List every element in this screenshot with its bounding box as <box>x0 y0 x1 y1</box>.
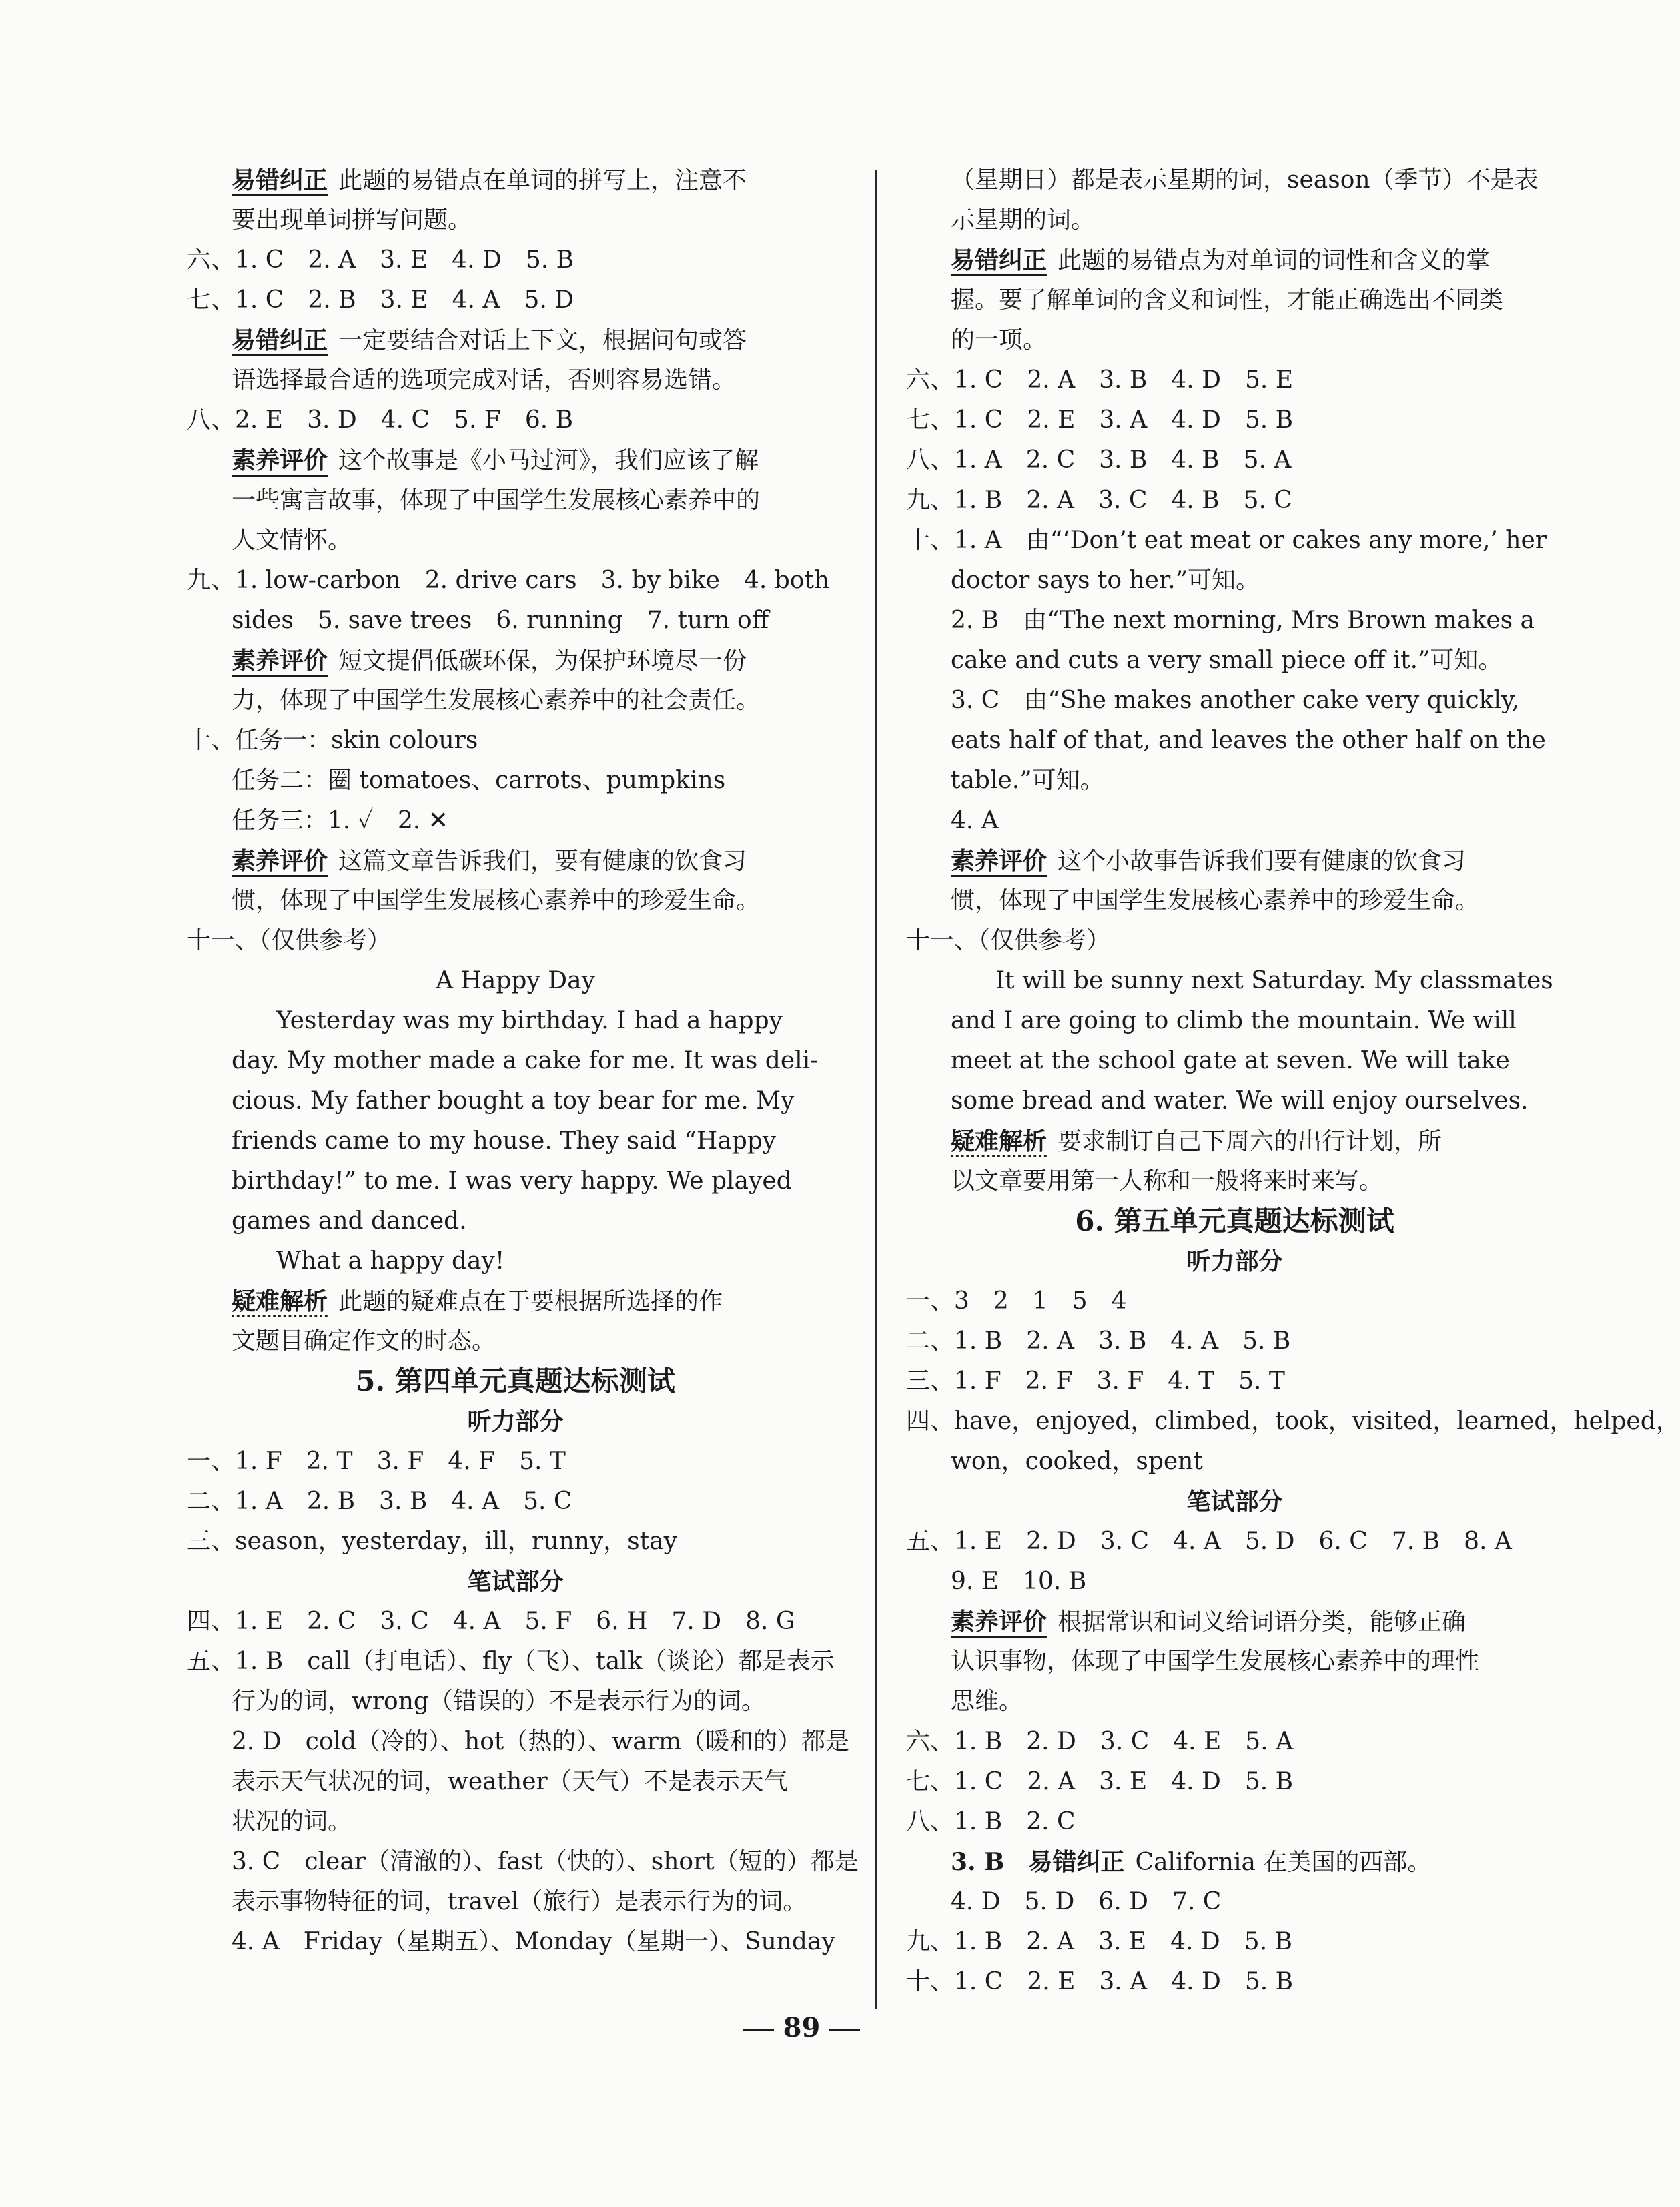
text-line <box>187 1722 849 1762</box>
text-line <box>906 1802 1563 1842</box>
text-line <box>187 1482 844 1522</box>
line-text: Yesterday was my birthday. I had a happy <box>276 1007 783 1034</box>
line-text: 此题的易错点在单词的拼写上，注意不 <box>338 167 747 194</box>
text-line <box>906 440 1563 481</box>
column-divider <box>875 170 877 2009</box>
line-text: 状况的词。 <box>232 1808 352 1835</box>
line-text: 任务三：1. ✓ 2. ✕ <box>232 807 448 834</box>
text-line <box>906 1962 1563 2002</box>
line-text: 七、1. C 2. E 3. A 4. D 5. B <box>906 406 1294 434</box>
text-line <box>187 360 844 400</box>
text-line <box>906 481 1563 521</box>
line-text: 笔试部分 <box>467 1568 564 1596</box>
text-line <box>187 240 844 280</box>
line-text: cake and cuts a very small piece off it.”可知。 <box>951 647 1503 674</box>
line-text: 2. D cold（冷的）、hot（热的）、warm（暖和的）都是 <box>232 1728 849 1755</box>
text-line <box>187 561 844 601</box>
text-line <box>187 1802 844 1842</box>
text-line <box>906 240 1563 280</box>
text-line <box>187 761 844 801</box>
line-text: 十一、（仅供参考） <box>187 927 392 954</box>
right-column <box>906 160 1680 2002</box>
text-line <box>187 1041 844 1081</box>
line-text: 七、1. C 2. A 3. E 4. D 5. B <box>906 1768 1294 1795</box>
text-line <box>906 881 1563 921</box>
text-line <box>187 1442 844 1482</box>
line-text: It will be sunny next Saturday. My classmates <box>995 967 1553 994</box>
text-line <box>187 521 844 561</box>
line-text: 三、1. F 2. F 3. F 4. T 5. T <box>906 1367 1285 1395</box>
line-text: 这篇文章告诉我们，要有健康的饮食习 <box>338 848 747 875</box>
line-text: 语选择最合适的选项完成对话，否则容易选错。 <box>232 366 737 394</box>
text-line <box>906 921 1563 961</box>
line-text: 思维。 <box>951 1688 1023 1715</box>
line-text: 4. D 5. D 6. D 7. C <box>951 1888 1222 1915</box>
text-line <box>187 1201 844 1241</box>
line-text: 五、1. E 2. D 3. C 4. A 5. D 6. C 7. B 8. A <box>906 1528 1512 1555</box>
text-line <box>187 921 844 961</box>
note-tag: 易错纠正 <box>232 326 328 356</box>
line-text: 三、season，yesterday，ill，runny，stay <box>187 1528 677 1555</box>
line-text: 惯，体现了中国学生发展核心素养中的珍爱生命。 <box>232 887 761 914</box>
text-line <box>906 521 1563 561</box>
note-tag: 疑难解析 <box>232 1287 328 1315</box>
line-text: 4. A <box>951 807 999 834</box>
line-text: 根据常识和词义给词语分类，能够正确 <box>1058 1608 1466 1636</box>
line-text: 十一、（仅供参考） <box>906 927 1111 954</box>
text-line <box>906 1001 1563 1041</box>
line-text: 九、1. B 2. A 3. C 4. B 5. C <box>906 487 1292 514</box>
text-line <box>187 681 844 721</box>
line-text: 力，体现了中国学生发展核心素养中的社会责任。 <box>232 687 761 714</box>
text-line <box>187 1602 844 1642</box>
note-tag: 素养评价 <box>951 1608 1047 1638</box>
text-line <box>187 721 844 761</box>
text-line <box>906 641 1563 681</box>
text-line <box>906 681 1563 721</box>
text-line <box>906 1682 1563 1722</box>
line-text: 一、3 2 1 5 4 <box>906 1287 1127 1315</box>
text-line <box>187 1121 844 1161</box>
line-text: 六、1. C 2. A 3. E 4. D 5. B <box>187 246 574 274</box>
line-text: 一些寓言故事，体现了中国学生发展核心素养中的 <box>232 487 761 514</box>
line-text: 表示事物特征的词，travel（旅行）是表示行为的词。 <box>232 1888 807 1915</box>
text-line <box>906 761 1563 801</box>
line-text: 五、1. B call（打电话）、fly（飞）、talk（谈论）都是表示 <box>187 1648 835 1675</box>
line-text: 笔试部分 <box>1186 1488 1283 1516</box>
line-text: 人文情怀。 <box>232 527 352 554</box>
text-line <box>906 1081 1563 1121</box>
note-tag: 3. B 易错纠正 <box>951 1848 1125 1876</box>
line-text: eats half of that, and leaves the other half on the <box>951 727 1546 754</box>
text-line <box>906 1041 1563 1081</box>
note-tag: 素养评价 <box>232 446 328 477</box>
line-text: 十、1. C 2. E 3. A 4. D 5. B <box>906 1968 1294 1995</box>
text-line <box>906 1722 1563 1762</box>
line-text: 4. A Friday（星期五）、Monday（星期一）、Sunday <box>232 1928 835 1955</box>
text-line <box>906 360 1563 400</box>
line-text: 六、1. C 2. A 3. B 4. D 5. E <box>906 366 1294 394</box>
page-number-value: 89 <box>783 2012 821 2043</box>
line-text: some bread and water. We will enjoy ourselves. <box>951 1087 1529 1115</box>
line-text: 这个小故事告诉我们要有健康的饮食习 <box>1058 848 1466 875</box>
text-line <box>906 280 1563 320</box>
line-text: 以文章要用第一人称和一般将来时来写。 <box>951 1167 1384 1195</box>
text-line <box>906 320 1563 360</box>
line-text: 的一项。 <box>951 326 1047 354</box>
line-text: 2. B 由“The next morning, Mrs Brown makes a <box>951 607 1535 634</box>
text-line <box>906 160 1563 200</box>
line-text: cious. My father bought a toy bear for me. My <box>232 1087 795 1115</box>
text-line <box>906 841 1563 881</box>
line-text: 八、2. E 3. D 4. C 5. F 6. B <box>187 406 574 434</box>
text-line <box>187 481 844 521</box>
note-tag: 素养评价 <box>232 847 328 877</box>
text-line <box>187 440 844 481</box>
line-text: 要出现单词拼写问题。 <box>232 206 472 234</box>
line-text: 一、1. F 2. T 3. F 4. F 5. T <box>187 1448 566 1475</box>
line-text: birthday!” to me. I was very happy. We played <box>232 1167 792 1195</box>
line-text: What a happy day! <box>276 1247 505 1275</box>
section-subheading <box>906 1241 1563 1281</box>
text-line <box>906 1442 1563 1482</box>
text-line <box>187 1281 844 1321</box>
line-text: 听力部分 <box>1186 1247 1283 1275</box>
line-text: 八、1. A 2. C 3. B 4. B 5. A <box>906 446 1292 474</box>
text-line <box>906 1361 1563 1401</box>
left-column <box>187 160 859 1962</box>
section-heading <box>187 1361 844 1401</box>
line-text: 表示天气状况的词，weather（天气）不是表示天气 <box>232 1768 788 1795</box>
section-subheading <box>906 1482 1563 1522</box>
line-text: sides 5. save trees 6. running 7. turn off <box>232 607 769 634</box>
text-line <box>906 801 1563 841</box>
text-line <box>187 601 844 641</box>
note-tag: 疑难解析 <box>951 1127 1047 1155</box>
line-text: 此题的疑难点在于要根据所选择的作 <box>338 1288 723 1315</box>
line-text: day. My mother made a cake for me. It was deli- <box>232 1047 819 1074</box>
line-text: 示星期的词。 <box>951 206 1096 234</box>
line-text: 9. E 10. B <box>951 1568 1087 1595</box>
text-line <box>906 561 1563 601</box>
line-text: 听力部分 <box>467 1407 564 1436</box>
text-line <box>906 1922 1563 1962</box>
text-line <box>906 200 1563 240</box>
text-line <box>906 1401 1680 1442</box>
text-line <box>906 1882 1563 1922</box>
text-line <box>187 961 844 1001</box>
text-line <box>906 1602 1563 1642</box>
page-number <box>0 2012 1603 2043</box>
text-line <box>187 1882 844 1922</box>
line-text: 十、1. A 由“‘Don’t eat meat or cakes any more,’ her <box>906 527 1547 554</box>
text-line <box>187 1682 844 1722</box>
line-text: 握。要了解单词的含义和词性，才能正确选出不同类 <box>951 286 1504 314</box>
line-text: 二、1. A 2. B 3. B 4. A 5. C <box>187 1488 572 1515</box>
line-text: 3. C clear（清澈的）、fast（快的）、short（短的）都是 <box>232 1848 859 1875</box>
line-text: 九、1. low-carbon 2. drive cars 3. by bike 4. both <box>187 567 830 594</box>
text-line <box>187 1001 844 1041</box>
line-text: and I are going to climb the mountain. We will <box>951 1007 1517 1034</box>
line-text: 四、have，enjoyed，climbed，took，visited，learned，helped， <box>906 1407 1680 1435</box>
note-tag: 素养评价 <box>232 647 328 677</box>
line-text: A Happy Day <box>436 967 595 994</box>
line-text: 惯，体现了中国学生发展核心素养中的珍爱生命。 <box>951 887 1480 914</box>
text-line <box>906 961 1563 1001</box>
line-text: 七、1. C 2. B 3. E 4. A 5. D <box>187 286 574 314</box>
text-line <box>187 1842 859 1882</box>
line-text: games and danced. <box>232 1207 467 1235</box>
line-text: 八、1. B 2. C <box>906 1808 1076 1835</box>
page-number-dash-right <box>829 2029 860 2031</box>
note-tag: 素养评价 <box>951 847 1047 877</box>
line-text: doctor says to her.”可知。 <box>951 567 1260 594</box>
text-line <box>187 320 844 360</box>
line-text: table.”可知。 <box>951 767 1104 794</box>
text-line <box>187 641 844 681</box>
line-text: 行为的词，wrong（错误的）不是表示行为的词。 <box>232 1688 765 1715</box>
line-text: 6. 第五单元真题达标测试 <box>1075 1205 1394 1237</box>
text-line <box>187 200 844 240</box>
line-text: 九、1. B 2. A 3. E 4. D 5. B <box>906 1928 1293 1955</box>
line-text: 十、任务一：skin colours <box>187 727 478 754</box>
line-text: 认识事物，体现了中国学生发展核心素养中的理性 <box>951 1648 1480 1675</box>
text-line <box>187 1161 844 1201</box>
page-number-dash-left <box>743 2029 774 2031</box>
line-text: 四、1. E 2. C 3. C 4. A 5. F 6. H 7. D 8. G <box>187 1608 795 1635</box>
line-text: 这个故事是《小马过河》，我们应该了解 <box>338 447 759 475</box>
text-line <box>906 1562 1563 1602</box>
section-subheading <box>187 1562 844 1602</box>
text-line <box>187 1241 844 1281</box>
text-line <box>906 1161 1563 1201</box>
line-text: California 在美国的西部。 <box>1135 1849 1432 1876</box>
text-line <box>906 1281 1563 1321</box>
text-line <box>906 1321 1563 1361</box>
text-line <box>187 160 844 200</box>
line-text: （星期日）都是表示星期的词，season（季节）不是表 <box>951 166 1539 194</box>
line-text: 5. 第四单元真题达标测试 <box>356 1365 675 1397</box>
text-line <box>187 1321 844 1361</box>
line-text: 此题的易错点为对单词的词性和含义的掌 <box>1058 247 1491 274</box>
note-tag: 易错纠正 <box>951 246 1047 276</box>
line-text: 六、1. B 2. D 3. C 4. E 5. A <box>906 1728 1294 1755</box>
line-text: 要求制订自己下周六的出行计划，所 <box>1058 1128 1442 1155</box>
text-line <box>187 841 844 881</box>
text-line <box>906 601 1563 641</box>
line-text: friends came to my house. They said “Happy <box>232 1127 777 1155</box>
text-line <box>187 1922 844 1962</box>
line-text: 3. C 由“She makes another cake very quickly, <box>951 687 1519 714</box>
text-line <box>187 881 844 921</box>
text-line <box>906 1522 1563 1562</box>
line-text: 任务二：圈 tomatoes、carrots、pumpkins <box>232 767 726 794</box>
text-line <box>187 801 844 841</box>
section-subheading <box>187 1401 844 1442</box>
text-line <box>906 1642 1563 1682</box>
line-text: 一定要结合对话上下文，根据问句或答 <box>338 327 747 354</box>
text-line <box>906 400 1563 440</box>
text-line <box>906 1842 1563 1882</box>
section-heading <box>906 1201 1563 1241</box>
text-line <box>187 1762 844 1802</box>
text-line <box>187 1522 844 1562</box>
text-line <box>187 400 844 440</box>
line-text: 二、1. B 2. A 3. B 4. A 5. B <box>906 1327 1291 1355</box>
text-line <box>187 1081 844 1121</box>
line-text: won，cooked，spent <box>951 1448 1203 1475</box>
note-tag: 易错纠正 <box>232 166 328 196</box>
text-line <box>187 280 844 320</box>
text-line <box>906 1762 1563 1802</box>
text-line <box>906 721 1563 761</box>
text-line <box>906 1121 1563 1161</box>
line-text: 短文提倡低碳环保，为保护环境尽一份 <box>338 647 747 675</box>
text-line <box>187 1642 844 1682</box>
line-text: meet at the school gate at seven. We will take <box>951 1047 1510 1074</box>
line-text: 文题目确定作文的时态。 <box>232 1327 496 1355</box>
